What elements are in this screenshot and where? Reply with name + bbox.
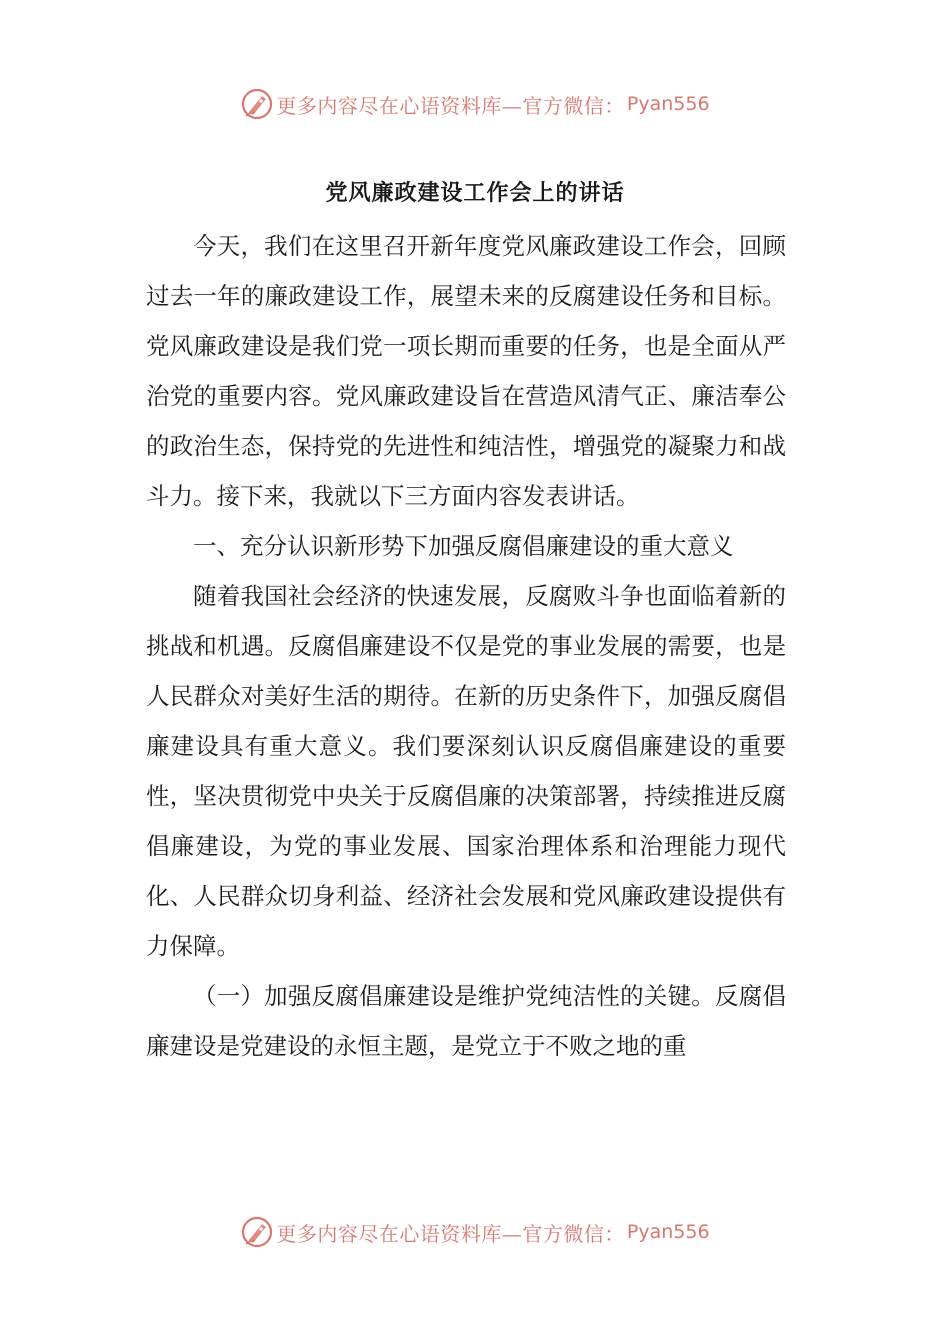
document-title: 党风廉政建设工作会上的讲话 — [325, 181, 625, 206]
paragraph-subsection-1: （一）加强反腐倡廉建设是维护党纯洁性的关键。反腐倡廉建设是党建设的永恒主题，是党立于不败之地的重 — [146, 982, 786, 1060]
pen-nib-logo-icon — [240, 87, 274, 121]
document-body — [146, 221, 786, 1071]
header-watermark — [0, 84, 950, 124]
watermark-wechat-id: Pyan556 — [626, 93, 710, 115]
paragraph-section-1: 随着我国社会经济的快速发展，反腐败斗争也面临着新的挑战和机遇。反腐倡廉建设不仅是党的事业发展的需要，也是人民群众对美好生活的期待。在新的历史条件下，加强反腐倡廉建设具有重大意义。我们要深刻认识反腐倡廉建设的重要性，坚决贯彻党中央关于反腐倡廉的决策部署，持续推进反腐倡廉建设，为党的事业发展、国家治理体系和治理能力现代化、人民群众切身利益、经济社会发展和党风廉政建设提供有力保障。 — [146, 582, 786, 960]
section-heading-1: 一、充分认识新形势下加强反腐倡廉建设的重大意义 — [193, 532, 734, 560]
paragraph-intro: 今天，我们在这里召开新年度党风廉政建设工作会，回顾过去一年的廉政建设工作，展望未来的反腐建设任务和目标。党风廉政建设是我们党一项长期而重要的任务，也是全面从严治党的重要内容。党风廉政建设旨在营造风清气正、廉洁奉公的政治生态，保持党的先进性和纯洁性，增强党的凝聚力和战斗力。接下来，我就以下三方面内容发表讲话。 — [146, 232, 786, 510]
pen-nib-logo-icon — [240, 1215, 274, 1249]
watermark-text: 更多内容尽在心语资料库—官方微信： — [276, 93, 625, 118]
footer-watermark — [0, 1212, 950, 1252]
watermark-wechat-id: Pyan556 — [626, 1221, 710, 1243]
watermark-text: 更多内容尽在心语资料库—官方微信： — [276, 1221, 625, 1246]
